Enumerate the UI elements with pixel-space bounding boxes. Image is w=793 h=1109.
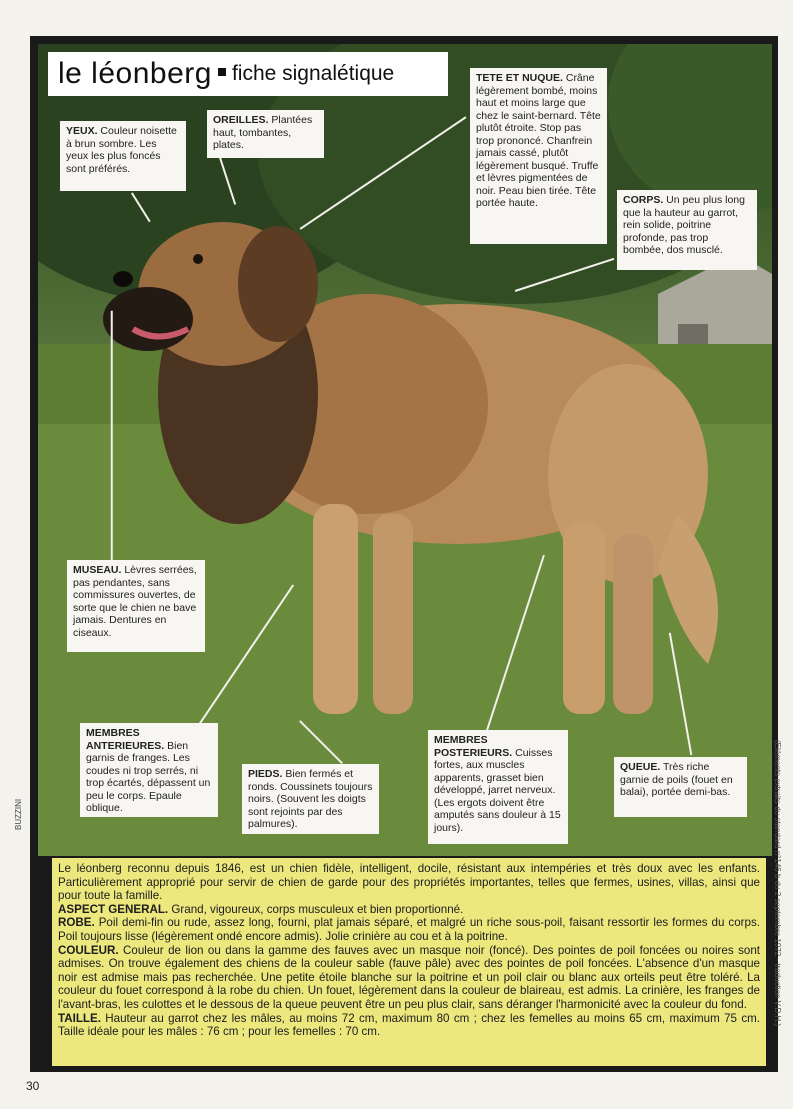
taille-head: TAILLE. <box>58 1011 101 1025</box>
taille-text: Hauteur au garrot chez les mâles, au moins 72 cm, maximum 80 cm ; chez les femelles au moins 65 cm, maximum 75 cm. Taille idéale pour les mâles : 76 cm ; pour les femelles : 70 cm. <box>58 1011 760 1039</box>
label-oreilles <box>207 110 324 158</box>
title-subtitle: fiche signalétique <box>231 62 395 85</box>
label-pieds <box>242 764 379 834</box>
label-membres-ant-head: MEMBRES ANTERIEURES. <box>86 727 165 752</box>
label-museau <box>67 560 205 652</box>
couleur-head: COULEUR. <box>58 943 119 957</box>
line-museau <box>111 311 113 563</box>
label-membres-post-head: MEMBRES POSTERIEURS. <box>434 734 513 759</box>
label-pieds-text: Bien fermés et ronds. Coussinets toujours noirs. (Souvent les doigts sont rejoints par des palmures). <box>248 768 373 830</box>
label-tete-head: TETE ET NUQUE. <box>476 72 563 84</box>
title-banner <box>48 52 448 96</box>
label-yeux <box>60 121 186 191</box>
label-museau-head: MUSEAU. <box>73 564 122 576</box>
description-text <box>52 858 766 1066</box>
aspect-head: ASPECT GENERAL. <box>58 902 169 916</box>
label-membres-post-text: Cuisses fortes, aux muscles apparents, grasset bien développé, jarret nerveux. (Les ergots doivent être amputés sans douleur à 15 jours). <box>434 746 561 834</box>
couleur-paragraph <box>58 944 760 1012</box>
label-membres-anterieures <box>80 723 218 817</box>
page-number: 30 <box>26 1079 40 1093</box>
label-pieds-head: PIEDS. <box>248 768 283 780</box>
label-corps-head: CORPS. <box>623 194 664 206</box>
robe-text: Poil demi-fin ou rude, assez long, fourni, plat jamais séparé, et malgré un riche sous-poil, faisant ressortir les formes du corps. Poil toujours lisse (légèrement ondé encore admis). Jolie crinière au cou et à la poitrine. <box>58 916 760 943</box>
label-tete-nuque <box>470 68 607 244</box>
label-membres-ant-text: Bien garnis de franges. Les coudes ni trop serrés, ni trop écartés, dépassent un peu le corps. Epaule oblique. <box>86 739 211 814</box>
aspect-text: Grand, vigoureux, corps musculeux et bien proportionné. <box>168 902 464 916</box>
photo-credit: BUZZINI <box>14 798 23 830</box>
label-oreilles-text: Plantées haut, tombantes, plates. <box>213 114 313 151</box>
label-queue-text: Très riche garnie de poils (fouet en balai), portée demi-bas. <box>620 761 733 798</box>
robe-head: ROBE. <box>58 916 95 930</box>
label-corps-text: Un peu plus long que la hauteur au garrot, rein solide, poitrine profonde, pas trop bombée, dos musclé. <box>623 194 745 256</box>
label-tete-text: Crâne légèrement bombé, moins haut et moins large que chez le saint-bernard. Tête plutôt étroite. Stop pas trop prononcé. Chanfrein jamais cassé, plutôt légèrement busqué. Truffe et lèvres pigmentées de noir. Peau bien tirée. Tête portée haute. <box>476 72 601 209</box>
label-membres-posterieurs <box>428 730 568 844</box>
source-credit: (Eléments extraits du standard n°146 b du 2 septembre 1972 - traduction V.D.H.) <box>773 740 782 1027</box>
title-main: le léonberg <box>58 57 212 90</box>
robe-paragraph <box>58 916 760 943</box>
label-queue-head: QUEUE. <box>620 761 661 773</box>
title-bullet <box>218 68 226 76</box>
label-yeux-text: Couleur noisette à brun sombre. Les yeux les plus foncés sont préférés. <box>66 125 177 175</box>
intro-paragraph: Le léonberg reconnu depuis 1846, est un chien fidèle, intelligent, docile, résistant aux intempéries et très doux avec les enfants. Particulièrement approprié pour servir de chien de garde pour des propriétés importantes, telles que fermes, usines, villas, ainsi que pour toute la famille. <box>58 862 760 903</box>
label-corps <box>617 190 757 270</box>
couleur-text: Couleur de lion ou dans la gamme des fauves avec un masque noir (foncé). Des pointes de poil foncées ou noires sont admises. On trouve également des chiens de la couleur sable (fauve pâle) avec des pointes de poil foncées. L'absence d'un masque noir est admise mais pas recherchée. Une petite étoile blanche sur la poitrine et un poil clair ou blanc aux orteils peut être toléré. La couleur du fouet correspond à la robe du chien. Un fouet, légèrement dans la couleur de blaireau, est admis. La crinière, les franges de l'avant-bras, les culottes et le dessous de la queue peuvent être un peu plus clair, sans déranger l'harmonicité avec la couleur du fond. <box>58 943 760 1011</box>
label-oreilles-head: OREILLES. <box>213 114 269 126</box>
label-museau-text: Lèvres serrées, pas pendantes, sans commissures ouvertes, de sorte que le chien ne bave jamais. Dentures en ciseaux. <box>73 564 197 639</box>
label-yeux-head: YEUX. <box>66 125 98 137</box>
taille-paragraph <box>58 1012 760 1039</box>
label-queue <box>614 757 747 817</box>
aspect-paragraph <box>58 903 760 917</box>
